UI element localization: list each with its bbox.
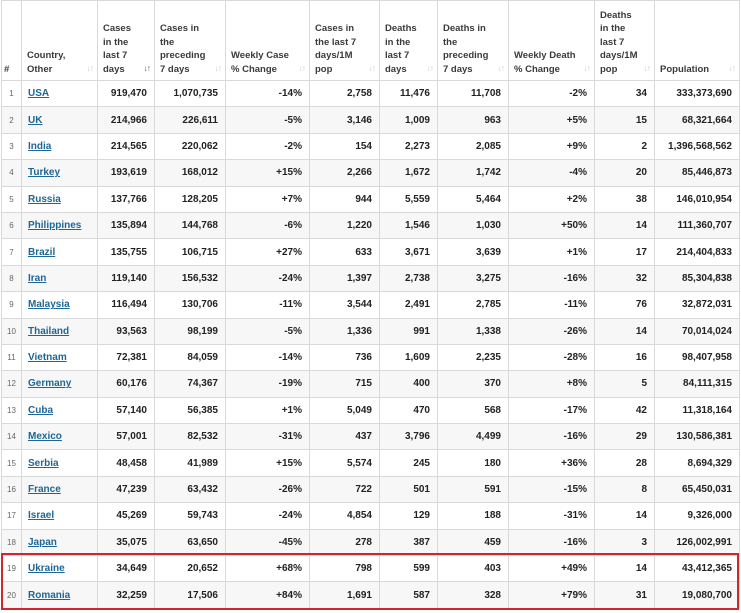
cell-weekly-case-change: -45% [226,529,310,555]
country-link[interactable]: Turkey [28,167,61,179]
cell-rank: 15 [2,450,22,476]
cell-country [22,344,98,370]
cell-cases-7d: 137,766 [98,186,155,212]
cell-population: 19,080,700 [655,582,740,608]
table-row [2,212,740,238]
cell-country [22,529,98,555]
cell-deaths-7d-per-1m: 8 [595,476,655,502]
cell-weekly-death-change: -15% [509,476,595,502]
cell-country [22,239,98,265]
country-link[interactable]: Cuba [28,404,53,416]
column-header-label: Deaths in the last 7 days [385,23,417,75]
cell-deaths-7d-per-1m: 14 [595,503,655,529]
cell-cases-prev-7d: 82,532 [155,424,226,450]
cell-deaths-7d-per-1m: 42 [595,397,655,423]
cell-rank: 7 [2,239,22,265]
cell-population: 68,321,664 [655,107,740,133]
cell-country [22,503,98,529]
country-link[interactable]: Japan [28,536,57,548]
cell-cases-7d-per-1m: 2,758 [310,81,380,107]
cell-country [22,371,98,397]
cell-deaths-7d-per-1m: 38 [595,186,655,212]
cell-deaths-7d-per-1m: 14 [595,556,655,582]
cell-cases-7d: 93,563 [98,318,155,344]
cell-cases-prev-7d: 74,367 [155,371,226,397]
cell-cases-prev-7d: 144,768 [155,212,226,238]
cell-cases-7d-per-1m: 154 [310,133,380,159]
cell-population: 70,014,024 [655,318,740,344]
table-header-row [2,1,740,81]
cell-deaths-prev-7d: 3,275 [438,265,509,291]
table-row [2,582,740,608]
cell-rank: 9 [2,292,22,318]
cell-cases-7d-per-1m: 437 [310,424,380,450]
cell-cases-7d-per-1m: 736 [310,344,380,370]
cell-cases-prev-7d: 63,650 [155,529,226,555]
cell-deaths-7d: 2,738 [380,265,438,291]
cell-weekly-case-change: -14% [226,344,310,370]
cell-cases-prev-7d: 41,989 [155,450,226,476]
cell-country [22,107,98,133]
cell-deaths-7d-per-1m: 16 [595,344,655,370]
cell-deaths-7d-per-1m: 2 [595,133,655,159]
cell-rank: 17 [2,503,22,529]
cell-deaths-7d-per-1m: 17 [595,239,655,265]
cell-cases-7d: 35,075 [98,529,155,555]
cell-deaths-prev-7d: 1,030 [438,212,509,238]
cell-weekly-case-change: +68% [226,556,310,582]
cell-rank: 20 [2,582,22,608]
cell-population: 9,326,000 [655,503,740,529]
cell-population: 32,872,031 [655,292,740,318]
table-row [2,265,740,291]
cell-population: 11,318,164 [655,397,740,423]
cell-country [22,397,98,423]
cell-weekly-case-change: -11% [226,292,310,318]
cell-deaths-7d-per-1m: 28 [595,450,655,476]
cell-weekly-death-change: +50% [509,212,595,238]
cell-cases-prev-7d: 168,012 [155,160,226,186]
cell-deaths-prev-7d: 188 [438,503,509,529]
sort-arrows-icon[interactable]: ↓↑ [583,62,590,73]
cell-cases-prev-7d: 63,432 [155,476,226,502]
cell-weekly-death-change: -16% [509,424,595,450]
cell-cases-7d: 48,458 [98,450,155,476]
column-header-deaths-7d-per-1m[interactable] [595,1,655,81]
cell-deaths-7d-per-1m: 20 [595,160,655,186]
covid-weekly-table [1,0,740,609]
cell-deaths-prev-7d: 1,338 [438,318,509,344]
cell-deaths-7d-per-1m: 76 [595,292,655,318]
table-row [2,160,740,186]
cell-rank: 16 [2,476,22,502]
cell-deaths-prev-7d: 4,499 [438,424,509,450]
cell-deaths-7d-per-1m: 34 [595,81,655,107]
country-link[interactable]: Iran [28,272,47,284]
cell-population: 85,446,873 [655,160,740,186]
column-header-deaths-7d[interactable] [380,1,438,81]
cell-cases-7d: 34,649 [98,556,155,582]
cell-weekly-case-change: -5% [226,107,310,133]
cell-cases-prev-7d: 226,611 [155,107,226,133]
cell-weekly-case-change: -14% [226,81,310,107]
country-link[interactable]: Malaysia [28,299,70,311]
column-header-rank [2,1,22,81]
cell-population: 85,304,838 [655,265,740,291]
cell-rank: 11 [2,344,22,370]
table-row [2,318,740,344]
cell-population: 111,360,707 [655,212,740,238]
cell-deaths-7d: 599 [380,556,438,582]
cell-cases-7d: 60,176 [98,371,155,397]
cell-deaths-prev-7d: 11,708 [438,81,509,107]
cell-weekly-death-change: +2% [509,186,595,212]
sort-arrows-icon[interactable]: ↓↑ [426,62,433,73]
cell-cases-prev-7d: 59,743 [155,503,226,529]
cell-cases-7d: 919,470 [98,81,155,107]
cell-deaths-7d: 587 [380,582,438,608]
country-link[interactable]: UK [28,114,43,126]
cell-population: 8,694,329 [655,450,740,476]
cell-population: 65,450,031 [655,476,740,502]
cell-population: 1,396,568,562 [655,133,740,159]
column-header-label: Cases in the last 7 days [103,23,131,75]
cell-weekly-case-change: +15% [226,160,310,186]
cell-deaths-7d: 387 [380,529,438,555]
country-link[interactable]: India [28,140,52,152]
sort-arrows-icon[interactable]: ↓↑ [214,62,221,73]
cell-deaths-7d: 2,491 [380,292,438,318]
cell-deaths-prev-7d: 370 [438,371,509,397]
cell-deaths-7d: 5,559 [380,186,438,212]
cell-cases-prev-7d: 17,506 [155,582,226,608]
cell-deaths-7d: 991 [380,318,438,344]
cell-weekly-case-change: -24% [226,503,310,529]
cell-cases-7d: 57,140 [98,397,155,423]
sort-descending-icon[interactable]: ↓↑ [143,62,150,73]
cell-deaths-7d-per-1m: 15 [595,107,655,133]
country-link[interactable]: Ukraine [28,563,65,575]
country-link[interactable]: Germany [28,378,72,390]
cell-cases-7d: 116,494 [98,292,155,318]
cell-country [22,582,98,608]
table-row [2,292,740,318]
table-row [2,397,740,423]
column-header-label: Cases in the last 7 days/1M pop [315,23,357,75]
cell-deaths-7d: 3,796 [380,424,438,450]
cell-cases-7d: 119,140 [98,265,155,291]
column-header-label: Deaths in the last 7 days/1M pop [600,9,638,75]
sort-arrows-icon[interactable]: ↓↑ [728,62,735,73]
cell-deaths-prev-7d: 2,785 [438,292,509,318]
cell-cases-7d: 214,966 [98,107,155,133]
cell-cases-7d: 32,259 [98,582,155,608]
cell-rank: 10 [2,318,22,344]
country-link[interactable]: Vietnam [28,352,67,364]
cell-deaths-7d: 1,009 [380,107,438,133]
column-header-cases-prev-7d[interactable] [155,1,226,81]
cell-cases-prev-7d: 156,532 [155,265,226,291]
cell-country [22,212,98,238]
cell-deaths-7d: 129 [380,503,438,529]
cell-rank: 8 [2,265,22,291]
cell-weekly-case-change: -2% [226,133,310,159]
cell-cases-7d-per-1m: 3,146 [310,107,380,133]
covid-weekly-table-container [1,0,739,609]
cell-deaths-prev-7d: 3,639 [438,239,509,265]
cell-deaths-7d-per-1m: 31 [595,582,655,608]
cell-cases-7d-per-1m: 3,544 [310,292,380,318]
cell-country [22,81,98,107]
cell-rank: 18 [2,529,22,555]
cell-weekly-case-change: -24% [226,265,310,291]
cell-weekly-death-change: -16% [509,529,595,555]
cell-cases-7d-per-1m: 722 [310,476,380,502]
country-link[interactable]: Romania [28,589,71,601]
cell-weekly-death-change: -31% [509,503,595,529]
sort-arrows-icon[interactable]: ↓↑ [298,62,305,73]
cell-deaths-7d-per-1m: 3 [595,529,655,555]
cell-cases-7d-per-1m: 633 [310,239,380,265]
cell-deaths-7d-per-1m: 29 [595,424,655,450]
cell-cases-7d: 135,755 [98,239,155,265]
cell-weekly-death-change: +5% [509,107,595,133]
cell-deaths-prev-7d: 591 [438,476,509,502]
table-row [2,503,740,529]
cell-deaths-prev-7d: 568 [438,397,509,423]
column-header-label: Country, Other [27,50,66,75]
cell-weekly-death-change: -16% [509,265,595,291]
country-link[interactable]: Israel [28,510,55,522]
cell-cases-7d-per-1m: 2,266 [310,160,380,186]
cell-cases-7d: 47,239 [98,476,155,502]
cell-cases-prev-7d: 98,199 [155,318,226,344]
cell-rank: 13 [2,397,22,423]
cell-cases-7d-per-1m: 1,397 [310,265,380,291]
table-row [2,133,740,159]
column-header-label: # [4,63,10,75]
sort-arrows-icon[interactable]: ↓↑ [368,62,375,73]
cell-rank: 6 [2,212,22,238]
cell-cases-prev-7d: 1,070,735 [155,81,226,107]
cell-country [22,265,98,291]
cell-deaths-7d-per-1m: 14 [595,318,655,344]
cell-deaths-prev-7d: 2,085 [438,133,509,159]
cell-deaths-7d: 245 [380,450,438,476]
cell-weekly-case-change: +27% [226,239,310,265]
cell-rank: 5 [2,186,22,212]
table-row [2,450,740,476]
cell-population: 84,111,315 [655,371,740,397]
cell-country [22,133,98,159]
cell-weekly-death-change: +36% [509,450,595,476]
cell-cases-7d-per-1m: 798 [310,556,380,582]
cell-weekly-case-change: -26% [226,476,310,502]
table-row [2,529,740,555]
cell-cases-prev-7d: 220,062 [155,133,226,159]
cell-cases-7d-per-1m: 944 [310,186,380,212]
cell-cases-7d: 45,269 [98,503,155,529]
cell-country [22,186,98,212]
cell-deaths-7d: 400 [380,371,438,397]
column-header-deaths-prev-7d[interactable] [438,1,509,81]
cell-deaths-prev-7d: 5,464 [438,186,509,212]
cell-population: 43,412,365 [655,556,740,582]
column-header-country[interactable] [22,1,98,81]
cell-cases-7d: 72,381 [98,344,155,370]
cell-weekly-case-change: -6% [226,212,310,238]
country-link[interactable]: Philippines [28,220,82,232]
cell-deaths-prev-7d: 403 [438,556,509,582]
country-link[interactable]: France [28,484,61,496]
country-link[interactable]: Thailand [28,325,70,337]
cell-country [22,424,98,450]
cell-weekly-case-change: -31% [226,424,310,450]
cell-cases-7d-per-1m: 4,854 [310,503,380,529]
table-body [2,81,740,609]
cell-weekly-case-change: +7% [226,186,310,212]
cell-weekly-death-change: -17% [509,397,595,423]
cell-cases-prev-7d: 56,385 [155,397,226,423]
country-link[interactable]: USA [28,88,50,100]
column-header-weekly-case-change[interactable] [226,1,310,81]
cell-deaths-prev-7d: 328 [438,582,509,608]
cell-weekly-death-change: -26% [509,318,595,344]
cell-deaths-7d: 3,671 [380,239,438,265]
column-header-cases-7d-per-1m[interactable] [310,1,380,81]
country-link[interactable]: Serbia [28,457,59,469]
table-row [2,81,740,107]
cell-weekly-death-change: +8% [509,371,595,397]
cell-country [22,292,98,318]
cell-deaths-7d: 1,672 [380,160,438,186]
cell-rank: 3 [2,133,22,159]
cell-rank: 12 [2,371,22,397]
cell-weekly-case-change: +15% [226,450,310,476]
table-row [2,344,740,370]
cell-cases-7d-per-1m: 5,049 [310,397,380,423]
column-header-label: Deaths in the preceding 7 days [443,23,489,75]
cell-cases-7d-per-1m: 5,574 [310,450,380,476]
cell-deaths-7d: 1,546 [380,212,438,238]
table-row [2,556,740,582]
cell-weekly-death-change: -28% [509,344,595,370]
cell-rank: 2 [2,107,22,133]
cell-deaths-prev-7d: 1,742 [438,160,509,186]
cell-rank: 4 [2,160,22,186]
cell-deaths-7d-per-1m: 32 [595,265,655,291]
cell-deaths-7d: 11,476 [380,81,438,107]
country-link[interactable]: Mexico [28,431,62,443]
cell-weekly-case-change: -5% [226,318,310,344]
cell-cases-7d: 193,619 [98,160,155,186]
cell-cases-7d-per-1m: 1,691 [310,582,380,608]
cell-country [22,476,98,502]
column-header-population[interactable] [655,1,740,81]
cell-cases-7d: 214,565 [98,133,155,159]
cell-cases-7d: 57,001 [98,424,155,450]
cell-rank: 14 [2,424,22,450]
cell-weekly-death-change: -4% [509,160,595,186]
cell-population: 146,010,954 [655,186,740,212]
table-row [2,107,740,133]
cell-population: 126,002,991 [655,529,740,555]
table-row [2,424,740,450]
cell-deaths-7d: 2,273 [380,133,438,159]
cell-deaths-7d-per-1m: 5 [595,371,655,397]
column-header-label: Weekly Case % Change [231,50,289,75]
cell-country [22,318,98,344]
sort-arrows-icon[interactable]: ↓↑ [643,62,650,73]
cell-deaths-prev-7d: 180 [438,450,509,476]
cell-weekly-death-change: +1% [509,239,595,265]
cell-population: 98,407,958 [655,344,740,370]
table-row [2,239,740,265]
country-link[interactable]: Brazil [28,246,56,258]
table-row [2,476,740,502]
cell-weekly-death-change: +9% [509,133,595,159]
cell-weekly-case-change: +84% [226,582,310,608]
column-header-label: Weekly Death % Change [514,50,576,75]
cell-weekly-death-change: -2% [509,81,595,107]
cell-country [22,450,98,476]
cell-weekly-death-change: +49% [509,556,595,582]
cell-cases-prev-7d: 20,652 [155,556,226,582]
table-row [2,371,740,397]
country-link[interactable]: Russia [28,193,61,205]
cell-cases-7d-per-1m: 715 [310,371,380,397]
cell-weekly-death-change: +79% [509,582,595,608]
cell-deaths-prev-7d: 2,235 [438,344,509,370]
column-header-label: Cases in the preceding 7 days [160,23,206,75]
cell-deaths-7d-per-1m: 14 [595,212,655,238]
table-row [2,186,740,212]
cell-weekly-case-change: -19% [226,371,310,397]
cell-population: 333,373,690 [655,81,740,107]
cell-country [22,160,98,186]
cell-rank: 1 [2,81,22,107]
column-header-cases-7d[interactable] [98,1,155,81]
cell-weekly-death-change: -11% [509,292,595,318]
cell-cases-7d: 135,894 [98,212,155,238]
cell-deaths-7d: 1,609 [380,344,438,370]
cell-population: 130,586,381 [655,424,740,450]
cell-weekly-case-change: +1% [226,397,310,423]
sort-arrows-icon[interactable]: ↓↑ [497,62,504,73]
cell-cases-7d-per-1m: 1,220 [310,212,380,238]
cell-deaths-prev-7d: 459 [438,529,509,555]
cell-cases-7d-per-1m: 1,336 [310,318,380,344]
cell-cases-prev-7d: 128,205 [155,186,226,212]
cell-population: 214,404,833 [655,239,740,265]
cell-cases-prev-7d: 106,715 [155,239,226,265]
cell-cases-7d-per-1m: 278 [310,529,380,555]
column-header-weekly-death-change[interactable] [509,1,595,81]
cell-deaths-prev-7d: 963 [438,107,509,133]
cell-deaths-7d: 501 [380,476,438,502]
sort-arrows-icon[interactable]: ↓↑ [86,62,93,73]
cell-country [22,556,98,582]
cell-deaths-7d: 470 [380,397,438,423]
cell-cases-prev-7d: 130,706 [155,292,226,318]
cell-rank: 19 [2,556,22,582]
cell-cases-prev-7d: 84,059 [155,344,226,370]
column-header-label: Population [660,63,710,75]
